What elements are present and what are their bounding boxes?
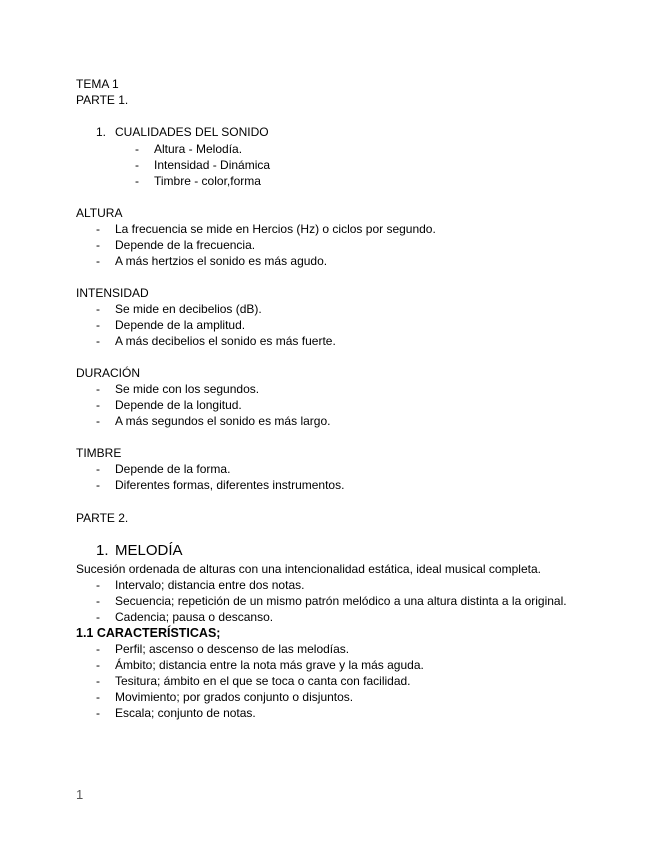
bullet-dash: -: [96, 222, 100, 236]
intensidad-heading: INTENSIDAD: [76, 286, 149, 300]
timbre-heading: TIMBRE: [76, 446, 122, 460]
bullet-dash: -: [96, 318, 100, 332]
bullet-dash: -: [96, 238, 100, 252]
bullet-dash: -: [96, 478, 100, 492]
parte2-heading: PARTE 2.: [76, 511, 129, 525]
bullet-dash: -: [96, 462, 100, 476]
list-item: Tesitura; ámbito en el que se toca o canta con facilidad.: [115, 674, 411, 688]
tema-heading: TEMA 1: [76, 77, 119, 91]
bullet-dash: -: [96, 594, 100, 608]
bullet-dash: -: [96, 658, 100, 672]
list-item: Diferentes formas, diferentes instrumentos.: [115, 478, 345, 492]
bullet-dash: -: [96, 674, 100, 688]
bullet-dash: -: [135, 174, 139, 188]
bullet-dash: -: [96, 706, 100, 720]
bullet-dash: -: [96, 302, 100, 316]
bullet-dash: -: [96, 398, 100, 412]
bullet-dash: -: [135, 142, 139, 156]
list-item: A más hertzios el sonido es más agudo.: [115, 254, 328, 268]
list-item: Altura - Melodía.: [154, 142, 243, 156]
parte1-heading: PARTE 1.: [76, 93, 129, 107]
list-item: Movimiento; por grados conjunto o disjuntos.: [115, 690, 354, 704]
melodia-heading: MELODÍA: [115, 542, 183, 559]
melodia-definition: Sucesión ordenada de alturas con una intencionalidad estática, ideal musical completa.: [76, 562, 541, 576]
caracteristicas-heading: 1.1 CARACTERÍSTICAS;: [76, 626, 221, 640]
bullet-dash: -: [96, 690, 100, 704]
list-item: Depende de la forma.: [115, 462, 231, 476]
list-item: Intervalo; distancia entre dos notas.: [115, 578, 305, 592]
list-item: A más segundos el sonido es más largo.: [115, 414, 331, 428]
duracion-heading: DURACIÓN: [76, 366, 141, 380]
list-item: Intensidad - Dinámica: [154, 158, 271, 172]
bullet-dash: -: [96, 414, 100, 428]
list-item: Timbre - color,forma: [154, 174, 261, 188]
list-item: Depende de la amplitud.: [115, 318, 246, 332]
bullet-dash: -: [96, 578, 100, 592]
list-item: Ámbito; distancia entre la nota más grave y la más aguda.: [115, 658, 424, 672]
page-number: 1: [76, 787, 84, 802]
list-item: La frecuencia se mide en Hercios (Hz) o ciclos por segundo.: [115, 222, 436, 236]
list-number: 1.: [96, 125, 107, 139]
bullet-dash: -: [96, 382, 100, 396]
list-item: Perfil; ascenso o descenso de las melodías.: [115, 642, 350, 656]
altura-heading: ALTURA: [76, 206, 123, 220]
bullet-dash: -: [96, 610, 100, 624]
bullet-dash: -: [96, 254, 100, 268]
list-item: Se mide con los segundos.: [115, 382, 260, 396]
bullet-dash: -: [96, 642, 100, 656]
bullet-dash: -: [96, 334, 100, 348]
list-item: Secuencia; repetición de un mismo patrón melódico a una altura distinta a la original.: [115, 594, 567, 608]
list-item: Se mide en decibelios (dB).: [115, 302, 262, 316]
list-item: A más decibelios el sonido es más fuerte.: [115, 334, 336, 348]
list-item: Depende de la frecuencia.: [115, 238, 256, 252]
list-item: Escala; conjunto de notas.: [115, 706, 256, 720]
bullet-dash: -: [135, 158, 139, 172]
list-number: 1.: [96, 542, 109, 559]
list-item: Cadencia; pausa o descanso.: [115, 610, 274, 624]
cualidades-title: CUALIDADES DEL SONIDO: [115, 125, 269, 139]
list-item: Depende de la longitud.: [115, 398, 242, 412]
